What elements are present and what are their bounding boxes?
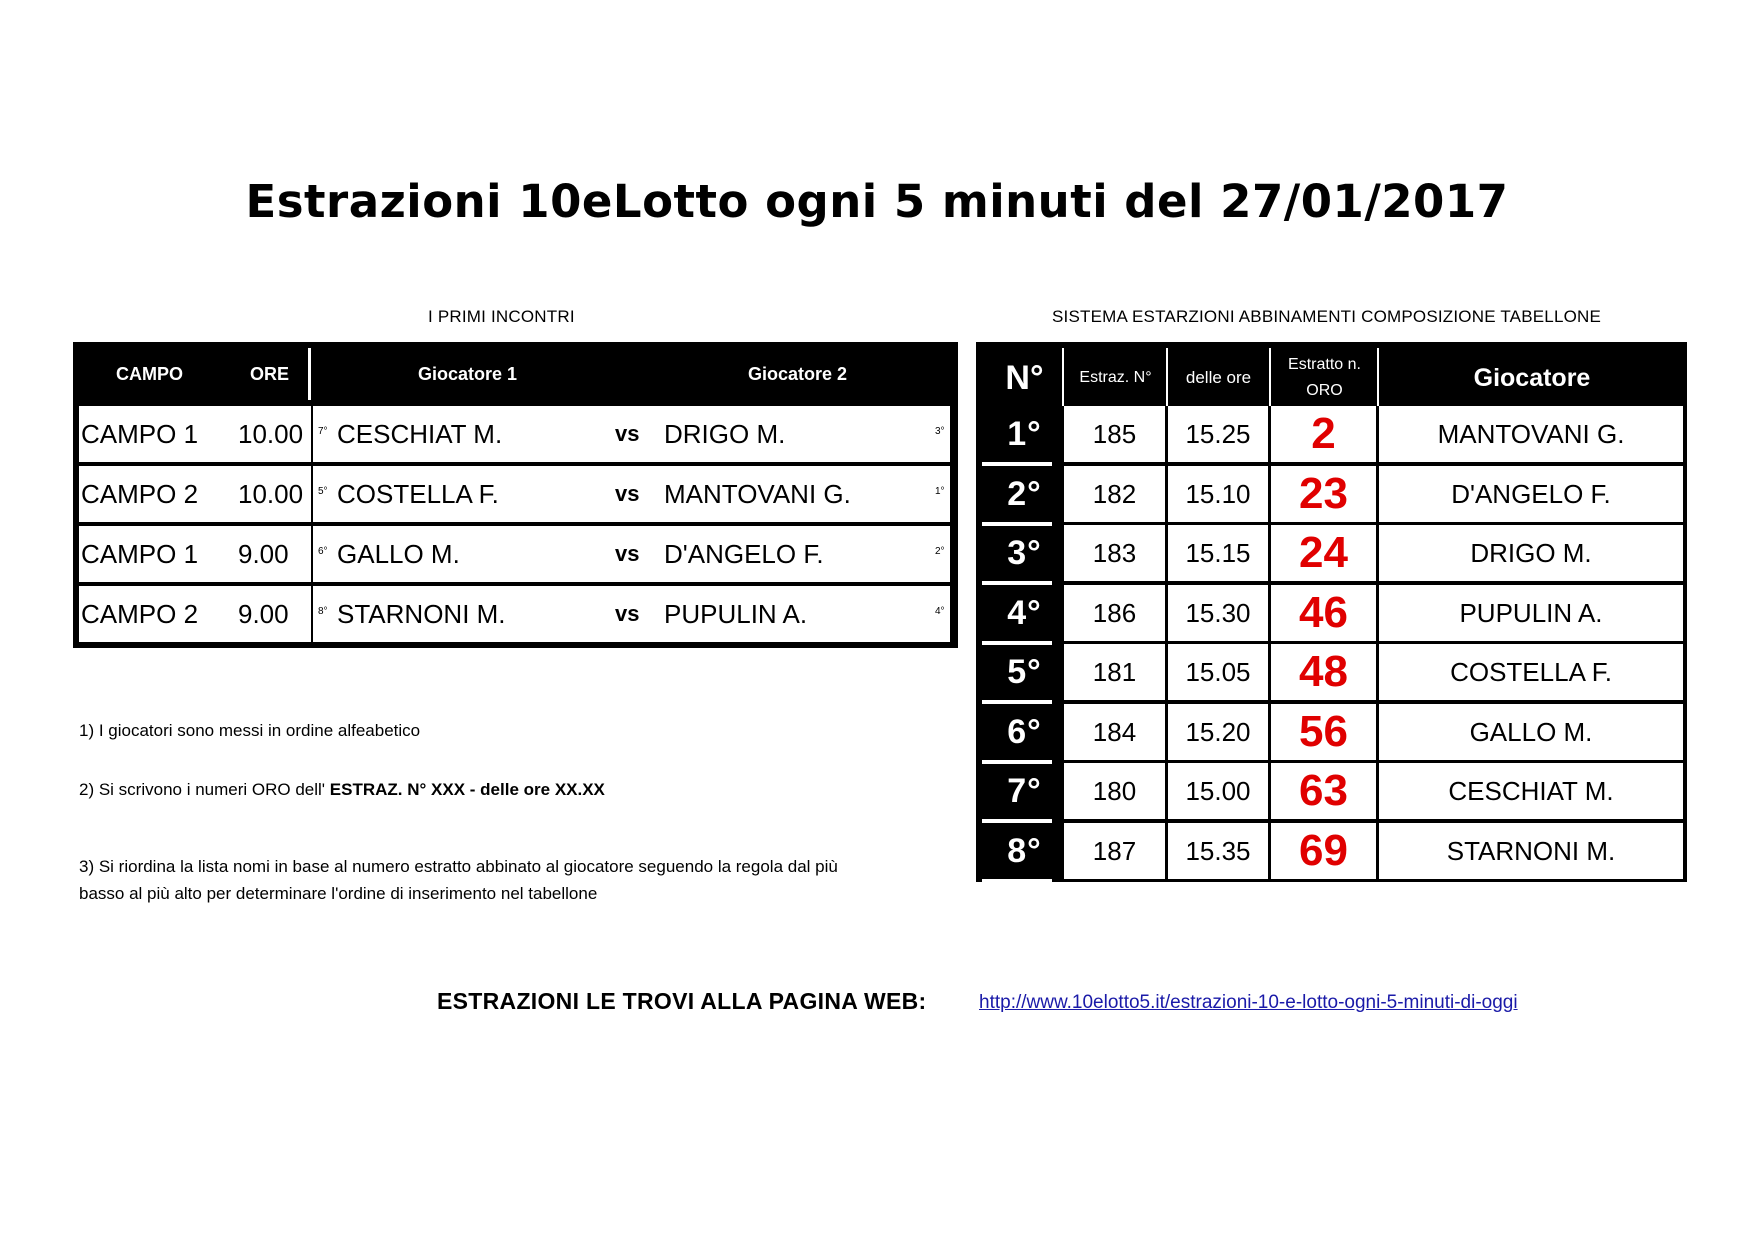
player-2: PUPULIN A. (664, 599, 808, 629)
page-title: Estrazioni 10eLotto ogni 5 minuti del 27/01/2017 (245, 175, 1509, 228)
ranking-row (976, 525, 1687, 585)
note-2-estraz: ESTRAZ. N° XXX (329, 780, 466, 799)
match-row (79, 406, 954, 462)
ranking-position: 7° (1007, 772, 1042, 810)
ranking-row (976, 644, 1687, 704)
ranking-position: 2° (1007, 474, 1042, 513)
draw-time: 15.15 (1168, 525, 1268, 581)
vs-label: vs (615, 421, 640, 446)
header-oro-line-1: Estratto n. (1288, 356, 1361, 373)
ranking-position: 5° (1007, 653, 1042, 691)
draw-number: 186 (1064, 585, 1165, 641)
player-name: STARNONI M. (1379, 823, 1683, 879)
player-2: DRIGO M. (664, 419, 786, 449)
player-name: MANTOVANI G. (1379, 406, 1683, 462)
match-ore: 9.00 (238, 599, 289, 629)
player-2: D'ANGELO F. (664, 539, 824, 569)
match-row (79, 586, 954, 642)
seed-1: 8° (318, 606, 328, 617)
row-edge (950, 526, 954, 582)
note-2-mid: - delle ore (469, 780, 555, 799)
match-campo: CAMPO 2 (81, 479, 199, 509)
row-edge (950, 406, 954, 462)
note-3 (79, 853, 838, 907)
draw-number: 181 (1064, 644, 1165, 700)
ranking-row (976, 406, 1687, 466)
gold-number: 63 (1271, 763, 1376, 819)
draw-time: 15.25 (1168, 406, 1268, 462)
match-ore: 9.00 (238, 539, 289, 569)
header-oro-line-2: ORO (1306, 382, 1343, 399)
header-estraz: Estraz. N° (1079, 369, 1152, 386)
header-pos: N° (1005, 359, 1044, 397)
row-divider (311, 526, 313, 582)
left-table-header (73, 342, 958, 406)
draw-number: 185 (1064, 406, 1165, 462)
player-name: PUPULIN A. (1379, 585, 1683, 641)
header-ore: delle ore (1185, 368, 1252, 387)
left-table-caption: I PRIMI INCONTRI (428, 307, 575, 326)
player-2: MANTOVANI G. (664, 479, 851, 509)
match-campo: CAMPO 1 (81, 419, 199, 449)
draw-number: 184 (1064, 704, 1165, 760)
player-name: CESCHIAT M. (1379, 763, 1683, 819)
header-giocatore-1: Giocatore 1 (418, 364, 518, 384)
first-matches-table (73, 342, 958, 648)
seed-1: 5° (318, 486, 328, 497)
draw-time: 15.05 (1168, 644, 1268, 700)
note-2-ore: XX.XX (554, 780, 605, 799)
seed-2: 3° (935, 426, 945, 437)
vs-label: vs (615, 601, 640, 626)
ranking-position: 1° (1007, 415, 1042, 453)
draws-web-link[interactable]: http://www.10elotto5.it/estrazioni-10-e-lotto-ogni-5-minuti-di-oggi (979, 992, 1518, 1013)
player-name: GALLO M. (1379, 704, 1683, 760)
header-ore: ORE (250, 364, 290, 384)
match-ore: 10.00 (238, 419, 304, 449)
draw-time: 15.10 (1168, 466, 1268, 522)
player-1: CESCHIAT M. (337, 419, 503, 449)
row-divider (311, 466, 313, 522)
note-1: 1) I giocatori sono messi in ordine alfeabetico (79, 721, 421, 740)
gold-number: 46 (1271, 585, 1376, 641)
gold-number: 69 (1271, 823, 1376, 879)
position-underline (982, 879, 1052, 883)
draw-number: 187 (1064, 823, 1165, 879)
draw-number: 183 (1064, 525, 1165, 581)
player-1: GALLO M. (337, 539, 460, 569)
player-name: COSTELLA F. (1379, 644, 1683, 700)
right-table-caption: SISTEMA ESTARZIONI ABBINAMENTI COMPOSIZIONE TABELLONE (1052, 307, 1602, 326)
gold-number: 23 (1271, 466, 1376, 522)
ranking-position: 8° (1007, 831, 1042, 870)
ranking-row (976, 466, 1687, 526)
draw-ranking-table (976, 342, 1687, 882)
gold-number: 2 (1271, 406, 1376, 462)
draw-time: 15.20 (1168, 704, 1268, 760)
header-divider (308, 348, 311, 400)
ranking-row (976, 704, 1687, 764)
row-divider (311, 586, 313, 642)
header-giocatore-2: Giocatore 2 (748, 364, 848, 384)
player-1: COSTELLA F. (337, 479, 499, 509)
note-3-line-2: basso al più alto per determinare l'ordine di inserimento nel tabellone (79, 884, 598, 903)
note-3-line-1: 3) Si riordina la lista nomi in base al numero estratto abbinato al giocatore seguendo la regola dal più (79, 857, 838, 876)
player-name: D'ANGELO F. (1379, 466, 1683, 522)
row-edge (950, 466, 954, 522)
ranking-position: 3° (1007, 534, 1042, 572)
seed-2: 4° (935, 606, 945, 617)
header-giocatore: Giocatore (1473, 364, 1591, 392)
draw-number: 182 (1064, 466, 1165, 522)
gold-number: 56 (1271, 704, 1376, 760)
match-campo: CAMPO 1 (81, 539, 199, 569)
draw-time: 15.35 (1168, 823, 1268, 879)
ranking-row (976, 763, 1687, 823)
player-name: DRIGO M. (1379, 525, 1683, 581)
footer-label: ESTRAZIONI LE TROVI ALLA PAGINA WEB: (437, 988, 927, 1014)
row-divider (311, 406, 313, 462)
match-ore: 10.00 (238, 479, 304, 509)
vs-label: vs (615, 541, 640, 566)
seed-2: 1° (935, 486, 945, 497)
ranking-position: 4° (1007, 593, 1042, 632)
match-row (79, 466, 954, 522)
gold-number: 24 (1271, 525, 1376, 581)
seed-1: 6° (318, 546, 328, 557)
draw-time: 15.30 (1168, 585, 1268, 641)
player-1: STARNONI M. (337, 599, 506, 629)
header-campo: CAMPO (116, 364, 183, 384)
seed-2: 2° (935, 546, 945, 557)
row-edge (950, 586, 954, 642)
ranking-row (976, 585, 1687, 645)
match-campo: CAMPO 2 (81, 599, 199, 629)
ranking-row (976, 823, 1687, 883)
ranking-position: 6° (1007, 712, 1042, 751)
draw-time: 15.00 (1168, 763, 1268, 819)
gold-number: 48 (1271, 644, 1376, 700)
note-2 (79, 776, 605, 803)
draw-number: 180 (1064, 763, 1165, 819)
seed-1: 7° (318, 426, 328, 437)
note-2-text: 2) Si scrivono i numeri ORO dell' (79, 780, 326, 799)
vs-label: vs (615, 481, 640, 506)
match-row (79, 526, 954, 582)
